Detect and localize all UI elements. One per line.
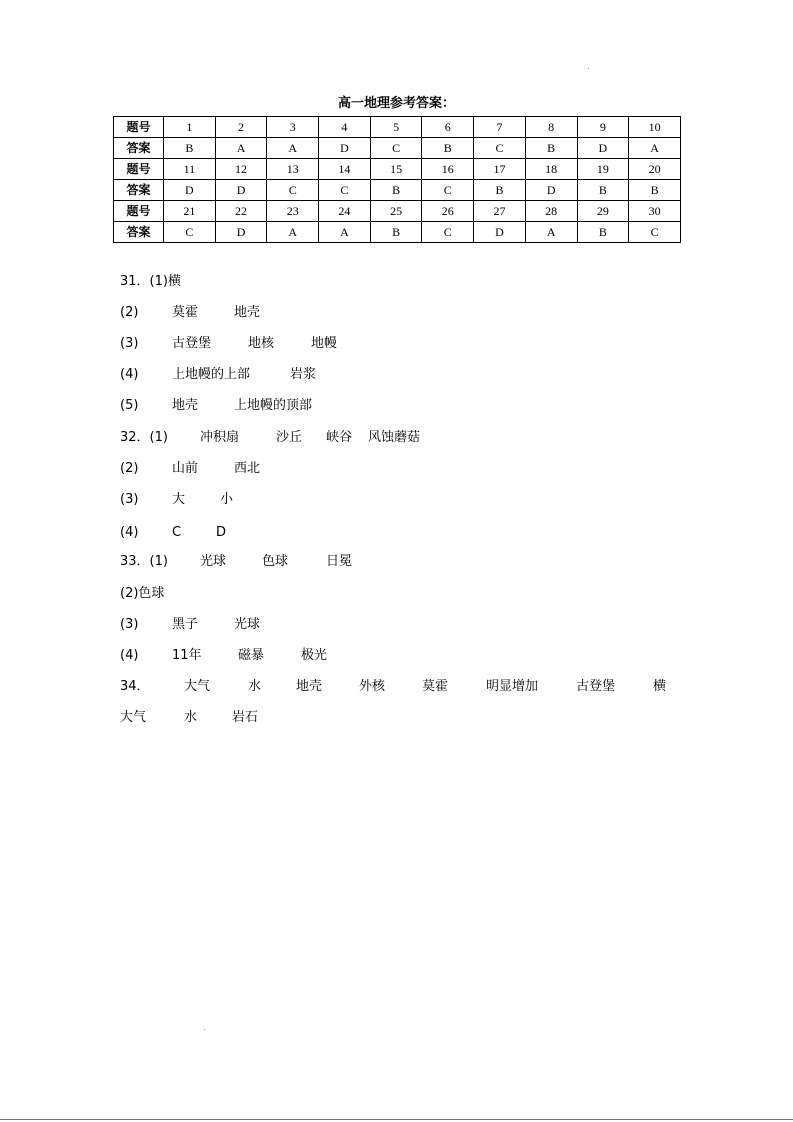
answer-cell: D [577,138,629,159]
answer-cell: A [267,138,319,159]
answer-cell: C [474,138,526,159]
question-number-cell: 13 [267,159,319,180]
question-number-cell: 10 [629,117,681,138]
question-number-cell: 28 [525,201,577,222]
answer-cell: B [577,222,629,243]
question-number-cell: 27 [474,201,526,222]
answer-text: 色球 [262,554,289,569]
answer-text: 岩浆 [290,367,317,382]
row-header: 题号 [114,159,164,180]
table-row [114,222,681,243]
answer-text: 明显增加 [486,679,539,694]
answer-cell: A [267,222,319,243]
question-number-cell: 6 [422,117,474,138]
answer-label: 33．(1) [120,554,168,569]
answer-cell: B [370,180,422,201]
answer-label: (4) [120,525,139,540]
question-number-cell: 21 [164,201,216,222]
answer-text: 水 [184,710,198,725]
answer-text: 光球 [234,617,261,632]
table-row [114,117,681,138]
answer-text: (2)色球 [120,586,165,601]
question-number-cell: 20 [629,159,681,180]
question-number-cell: 14 [319,159,371,180]
answer-cell: B [525,138,577,159]
answer-text: 古登堡 [576,679,616,694]
answer-text: 沙丘 [276,430,303,445]
answer-cell: B [422,138,474,159]
question-number-cell: 22 [215,201,267,222]
answer-label: 32．(1) [120,430,168,445]
answer-cell: B [474,180,526,201]
answer-text: 横 [653,679,667,694]
answer-cell: B [577,180,629,201]
answer-text: 上地幔的上部 [172,367,251,382]
scan-speck [588,68,589,69]
answer-text: 岩石 [232,710,259,725]
answer-cell: C [164,222,216,243]
page-bottom-edge [0,1119,793,1120]
answer-cell: B [164,138,216,159]
answer-label: (4) [120,367,139,382]
answer-cell: D [474,222,526,243]
row-header: 题号 [114,117,164,138]
answer-text: 水 [248,679,262,694]
answer-cell: C [422,222,474,243]
question-number-cell: 11 [164,159,216,180]
answer-text: 山前 [172,461,199,476]
answer-cell: D [319,138,371,159]
answer-text: 磁暴 [238,648,265,663]
answer-text: 峡谷 [326,430,353,445]
question-number-cell: 9 [577,117,629,138]
answer-text: 西北 [234,461,261,476]
answer-label: (3) [120,492,139,507]
answer-label: (3) [120,336,139,351]
question-number-cell: 4 [319,117,371,138]
question-number-cell: 1 [164,117,216,138]
answer-cell: B [370,222,422,243]
answer-cell: B [629,180,681,201]
question-number-cell: 19 [577,159,629,180]
row-header: 题号 [114,201,164,222]
answer-label: (2) [120,461,139,476]
scan-speck [204,1029,205,1030]
answer-cell: A [215,138,267,159]
answer-text: 31．(1)横 [120,274,181,289]
question-number-cell: 3 [267,117,319,138]
answer-text: C [172,525,182,540]
question-number-cell: 15 [370,159,422,180]
table-row [114,201,681,222]
row-header: 答案 [114,180,164,201]
question-number-cell: 30 [629,201,681,222]
answer-text: 黑子 [172,617,199,632]
answer-text: 莫霍 [172,305,199,320]
answer-text: 极光 [301,648,328,663]
row-header: 答案 [114,138,164,159]
answer-cell: D [164,180,216,201]
answer-cell: D [215,180,267,201]
answer-label: (2) [120,305,139,320]
answer-text: 莫霍 [422,679,449,694]
answer-text: 11年 [172,648,202,663]
answer-cell: C [422,180,474,201]
question-number-cell: 25 [370,201,422,222]
answer-text: 小 [220,492,234,507]
question-number-cell: 29 [577,201,629,222]
question-number-cell: 2 [215,117,267,138]
row-header: 答案 [114,222,164,243]
answer-cell: A [319,222,371,243]
answer-label: (3) [120,617,139,632]
answer-text: 大气 [120,710,147,725]
table-row [114,180,681,201]
answer-cell: A [629,138,681,159]
question-number-cell: 16 [422,159,474,180]
question-number-cell: 5 [370,117,422,138]
answer-cell: C [267,180,319,201]
table-row [114,159,681,180]
page-title: 高一地理参考答案： [337,96,455,111]
answer-text: 地壳 [234,305,261,320]
answer-text: 光球 [200,554,227,569]
answer-text: 风蚀蘑菇 [368,430,421,445]
answer-cell: C [629,222,681,243]
answer-cell: C [319,180,371,201]
answer-text: D [216,525,227,540]
answer-cell: C [370,138,422,159]
answer-text: 地壳 [296,679,323,694]
answer-text: 大 [172,492,186,507]
answer-cell: A [525,222,577,243]
question-number-cell: 23 [267,201,319,222]
question-number-cell: 8 [525,117,577,138]
answer-table [113,116,681,243]
answer-text: 大气 [184,679,211,694]
answer-label: 34． [120,679,150,694]
answer-cell: D [525,180,577,201]
answer-text: 地壳 [172,398,199,413]
answer-cell: D [215,222,267,243]
question-number-cell: 12 [215,159,267,180]
question-number-cell: 18 [525,159,577,180]
question-number-cell: 17 [474,159,526,180]
answer-label: (4) [120,648,139,663]
table-row [114,138,681,159]
answer-text: 地核 [248,336,275,351]
answer-text: 上地幔的顶部 [234,398,313,413]
answer-text: 外核 [359,679,386,694]
answer-text: 日冕 [326,554,353,569]
answer-text: 冲积扇 [200,430,240,445]
answer-text: 古登堡 [172,336,212,351]
answer-text: 地幔 [311,336,338,351]
question-number-cell: 7 [474,117,526,138]
answer-label: (5) [120,398,139,413]
question-number-cell: 26 [422,201,474,222]
question-number-cell: 24 [319,201,371,222]
